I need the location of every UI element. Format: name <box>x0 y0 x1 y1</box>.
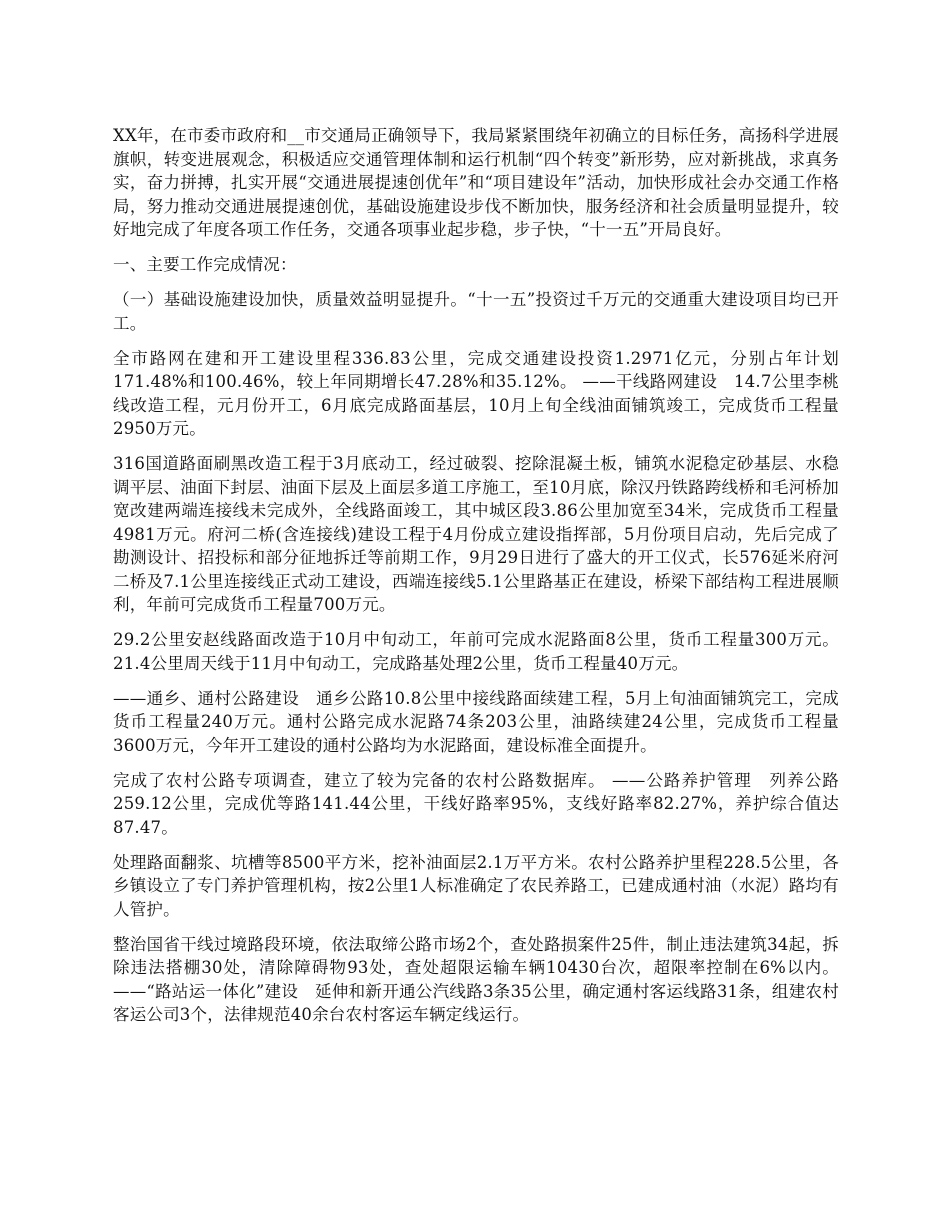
body-paragraph: 316国道路面刷黑改造工程于3月底动工，经过破裂、挖除混凝土板，铺筑水泥稳定砂基层、水稳调平层、油面下封层、油面下层及上面层多道工序施工，至10月底，除汉丹铁路跨线桥和毛河桥加宽改建两端连接线未完成外，全线路面竣工，其中城区段3.86公里加宽至34米，完成货币工程量4981万元。府河二桥(含连接线)建设工程于4月份成立建设指挥部，5月份项目启动，先后完成了勘测设计、招投标和部分征地拆迁等前期工作，9月29日进行了盛大的开工仪式，长576延米府河二桥及7.1公里连接线正式动工建设，西端连接线5.1公里路基正在建设，桥梁下部结构工程进展顺利，年前可完成货币工程量700万元。 <box>113 454 839 614</box>
body-paragraph: ——通乡、通村公路建设 通乡公路10.8公里中接线路面续建工程，5月上旬油面铺筑完工，完成货币工程量240万元。通村公路完成水泥路74条203公里，油路续建24公里，完成货币工程量3600万元，今年开工建设的通村公路均为水泥路面，建设标准全面提升。 <box>113 688 839 755</box>
body-paragraph: 完成了农村公路专项调查，建立了较为完备的农村公路数据库。 ——公路养护管理 列养公路259.12公里，完成优等路141.44公里，干线好路率95%，支线好路率82.27%，养护综合值达87.47。 <box>113 770 839 837</box>
body-paragraph: 整治国省干线过境路段环境，依法取缔公路市场2个，查处路损案件25件，制止违法建筑34起，拆除违法搭棚30处，清除障碍物93处，查处超限运输车辆10430台次，超限率控制在6%以内。 ——“路站运一体化”建设 延伸和新开通公汽线路3条35公里，确定通村客运线路31条，组建农村客运公司3个，法律规范40余台农村客运车辆定线运行。 <box>113 934 839 1024</box>
body-paragraph: 处理路面翻浆、坑槽等8500平方米，挖补油面层2.1万平方米。农村公路养护里程228.5公里，各乡镇设立了专门养护管理机构，按2公里1人标准确定了农民养路工，已建成通村油（水泥）路均有人管护。 <box>113 852 839 919</box>
document-body <box>113 124 839 1038</box>
subsection-heading: （一）基础设施建设加快，质量效益明显提升。“十一五”投资过千万元的交通重大建设项目均已开工。 <box>113 290 839 333</box>
intro-paragraph: XX年，在市委市政府和__市交通局正确领导下，我局紧紧围绕年初确立的目标任务，高扬科学进展旗帜，转变进展观念，积极适应交通管理体制和运行机制“四个转变”新形势，应对新挑战，求真务实，奋力拼搏，扎实开展“交通进展提速创优年”和“项目建设年”活动，加快形成社会办交通工作格局，努力推动交通进展提速创优，基础设施建设步伐不断加快，服务经济和社会质量明显提升，较好地完成了年度各项工作任务，交通各项事业起步稳，步子快，“十一五”开局良好。 <box>113 126 839 239</box>
body-paragraph: 29.2公里安赵线路面改造于10月中旬动工，年前可完成水泥路面8公里，货币工程量300万元。21.4公里周天线于11月中旬动工，完成路基处理2公里，货币工程量40万元。 <box>113 630 839 673</box>
body-paragraph: 全市路网在建和开工建设里程336.83公里，完成交通建设投资1.2971亿元，分别占年计划171.48%和100.46%，较上年同期增长47.28%和35.12%。 ——干线路网建设 14.7公里李桃线改造工程，元月份开工，6月底完成路面基层，10月上旬全线油面铺筑竣工，完成货币工程量2950万元。 <box>113 348 839 438</box>
section-heading: 一、主要工作完成情况： <box>113 255 297 274</box>
